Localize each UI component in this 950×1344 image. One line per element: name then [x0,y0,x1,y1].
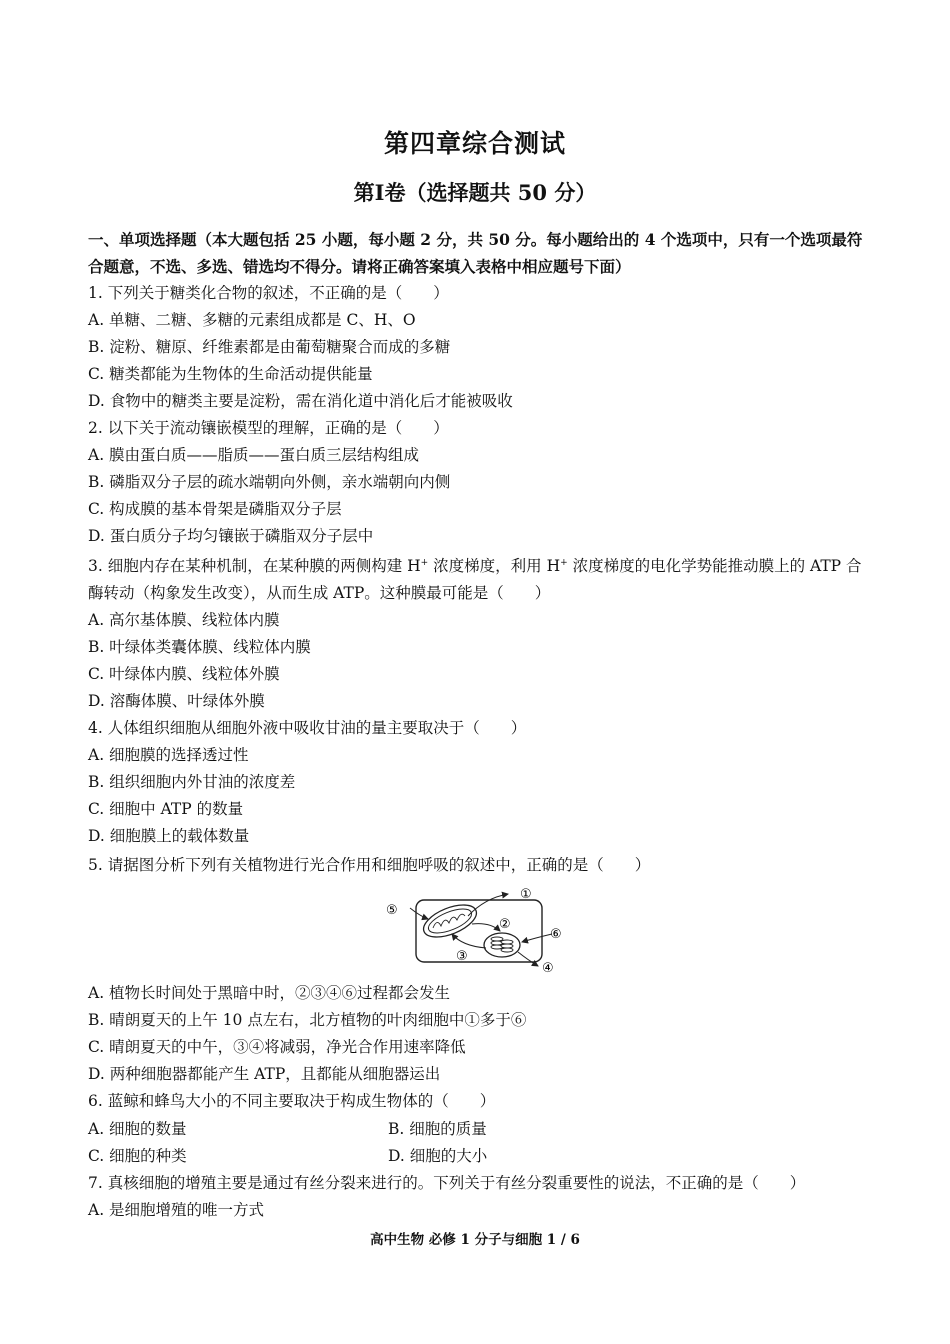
question-1-option-d: D. 食物中的糖类主要是淀粉，需在消化道中消化后才能被吸收 [88,392,513,410]
arrow-4 [518,952,538,966]
question-5-option-c: C. 晴朗夏天的中午，③④将减弱，净光合作用速率降低 [88,1038,466,1056]
label-5: ⑤ [386,903,398,918]
arrow-5 [410,908,428,919]
question-4-stem: 4. 人体组织细胞从细胞外液中吸收甘油的量主要取决于（ ） [88,719,527,737]
question-2-option-a: A. 膜由蛋白质——脂质——蛋白质三层结构组成 [88,446,420,464]
question-3-option-b: B. 叶绿体类囊体膜、线粒体内膜 [88,638,311,656]
question-1-option-a: A. 单糖、二糖、多糖的元素组成都是 C、H、O [88,311,416,329]
chloroplast-grana [491,937,513,952]
label-1: ① [520,887,532,902]
arrow-1 [468,894,508,916]
question-1-option-b: B. 淀粉、糖原、纤维素都是由葡萄糖聚合而成的多糖 [88,338,451,356]
section-instructions: 一、单项选择题（本大题包括 25 小题，每小题 2 分，共 50 分。每小题给出的 4 个选项中，只有一个选项最符合题意，不选、多选、错选均不得分。请将正确答案填入表格中相应题号下面） [88,230,863,276]
question-6-option-c: C. 细胞的种类 [88,1147,187,1165]
question-7-option-a: A. 是细胞增殖的唯一方式 [88,1201,265,1219]
label-6: ⑥ [550,927,562,942]
question-3-stem [88,553,868,607]
label-4: ④ [542,961,554,974]
question-6-option-a: A. 细胞的数量 [88,1120,187,1138]
label-2: ② [499,917,511,932]
question-3-stem-part: 浓度梯度，利用 H [428,557,561,575]
question-5-stem: 5. 请据图分析下列有关植物进行光合作用和细胞呼吸的叙述中，正确的是（ ） [88,856,651,874]
question-6-option-b: B. 细胞的质量 [388,1120,487,1138]
question-4-option-b: B. 组织细胞内外甘油的浓度差 [88,773,296,791]
question-6-stem: 6. 蓝鲸和蜂鸟大小的不同主要取决于构成生物体的（ ） [88,1092,496,1110]
question-3-option-a: A. 高尔基体膜、线粒体内膜 [88,611,280,629]
question-3-stem-part: 3. 细胞内存在某种机制，在某种膜的两侧构建 H [88,557,421,575]
question-2-stem: 2. 以下关于流动镶嵌模型的理解，正确的是（ ） [88,419,449,437]
question-1-option-c: C. 糖类都能为生物体的生命活动提供能量 [88,365,373,383]
label-3: ③ [456,949,468,964]
arrow-6 [522,934,552,942]
question-2-option-c: C. 构成膜的基本骨架是磷脂双分子层 [88,500,342,518]
cell-organelle-diagram [380,886,570,974]
superscript: + [560,557,568,568]
question-4-option-a: A. 细胞膜的选择透过性 [88,746,249,764]
question-7-stem: 7. 真核细胞的增殖主要是通过有丝分裂来进行的。下列关于有丝分裂重要性的说法，不正确的是（ ） [88,1174,806,1192]
page-title: 第四章综合测试 [383,129,566,158]
superscript: + [420,557,429,568]
question-4-option-c: C. 细胞中 ATP 的数量 [88,800,244,818]
question-2-option-d: D. 蛋白质分子均匀镶嵌于磷脂双分子层中 [88,527,374,545]
question-3-stem-part: 浓度梯度的电化学势能推动膜上的 ATP 合酶转动（构象发生改变），从而生成 ATP。这种膜最可能是（ ） [88,557,862,602]
question-4-option-d: D. 细胞膜上的载体数量 [88,827,250,845]
question-5-option-d: D. 两种细胞器都能产生 ATP，且都能从细胞器运出 [88,1065,441,1083]
question-1-stem: 1. 下列关于糖类化合物的叙述，不正确的是（ ） [88,284,449,302]
section-title: 第Ⅰ卷（选择题共 50 分） [353,180,597,205]
question-5-option-b: B. 晴朗夏天的上午 10 点左右，北方植物的叶肉细胞中①多于⑥ [88,1011,527,1029]
question-3-option-c: C. 叶绿体内膜、线粒体外膜 [88,665,280,683]
question-6-option-d: D. 细胞的大小 [388,1147,488,1165]
question-3-option-d: D. 溶酶体膜、叶绿体外膜 [88,692,265,710]
question-2-option-b: B. 磷脂双分子层的疏水端朝向外侧，亲水端朝向内侧 [88,473,451,491]
arrow-3 [452,934,486,948]
arrow-2 [472,924,500,931]
question-5-option-a: A. 植物长时间处于黑暗中时，②③④⑥过程都会发生 [88,984,451,1002]
page-footer: 高中生物 必修 1 分子与细胞 1 / 6 [370,1232,580,1248]
cell-outline [416,900,542,962]
